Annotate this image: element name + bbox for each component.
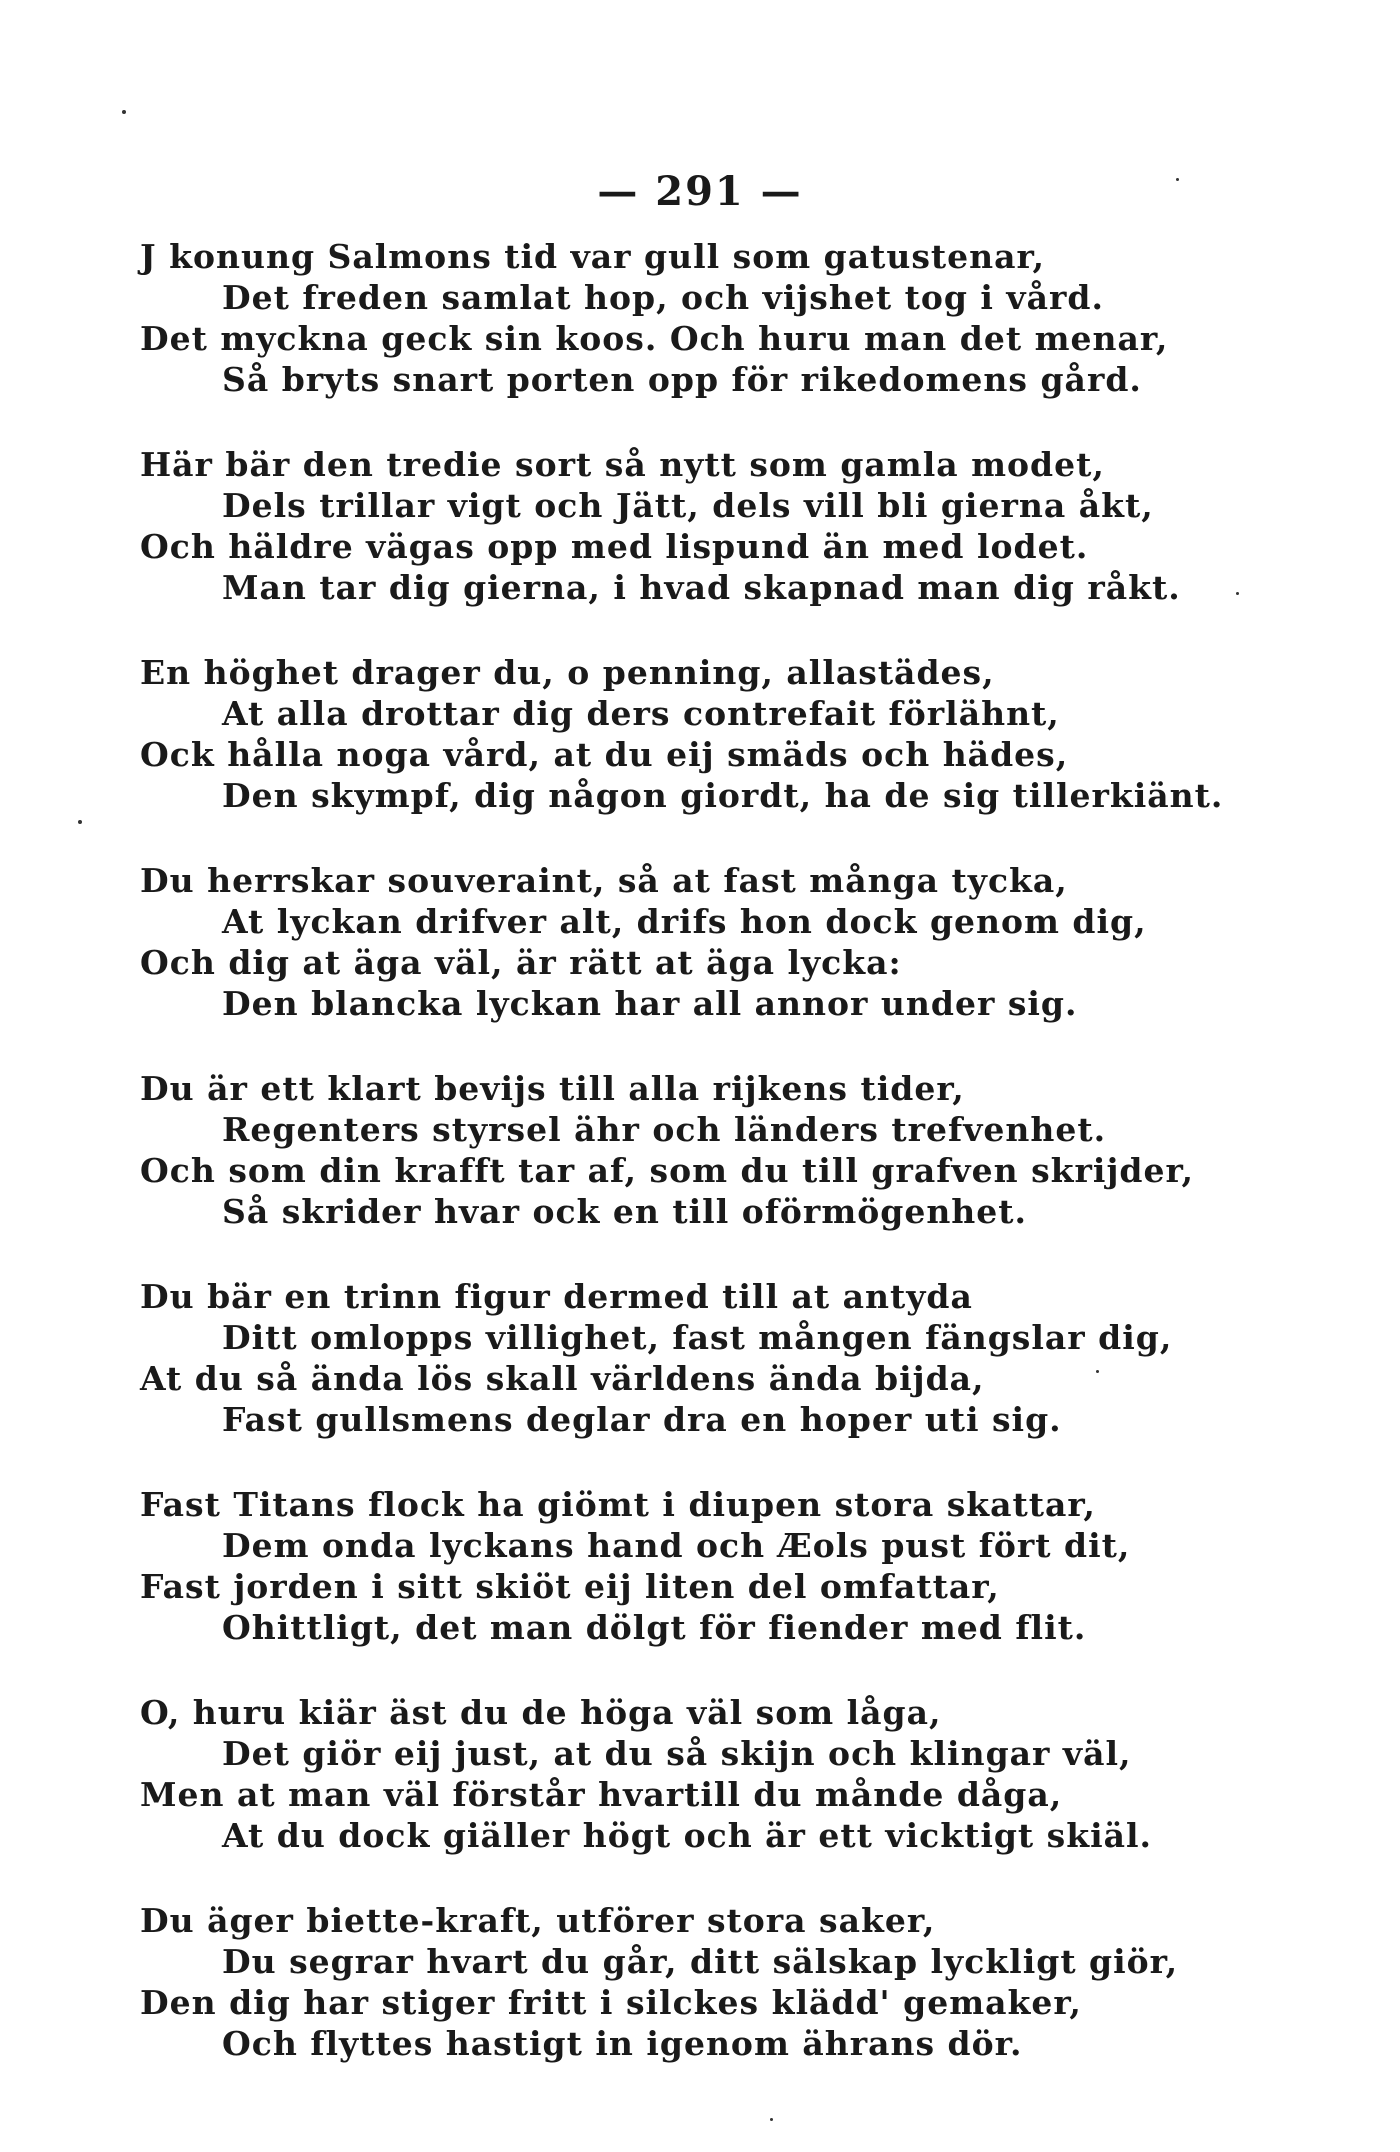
verse-line: Du segrar hvart du går, ditt sälskap lyckligt giör,: [222, 1942, 1179, 1981]
verse-line: Det giör eij just, at du så skijn och klingar väl,: [222, 1734, 1132, 1773]
scan-speck: [1176, 178, 1179, 181]
verse-line: Det myckna geck sin koos. Och huru man det menar,: [140, 319, 1169, 358]
scan-speck: [1236, 592, 1239, 595]
verse-line: Du äger biette-kraft, utförer stora saker,: [140, 1901, 936, 1940]
verse-line: Så skrider hvar ock en till oförmögenhet.: [222, 1192, 1028, 1231]
stanza: [140, 1068, 1300, 1232]
verse-line: Och dig at äga väl, är rätt at äga lycka:: [140, 943, 902, 982]
poem: [140, 236, 1300, 2108]
verse-line: Dels trillar vigt och Jätt, dels vill bli gierna åkt,: [222, 486, 1154, 525]
verse-line: Den blancka lyckan har all annor under sig.: [222, 984, 1078, 1023]
stanza: [140, 1692, 1300, 1856]
verse-line: At alla drottar dig ders contrefait förlähnt,: [222, 694, 1060, 733]
verse-line: Du herrskar souveraint, så at fast många tycka,: [140, 861, 1068, 900]
verse-line: Fast Titans flock ha giömt i diupen stora skattar,: [140, 1485, 1096, 1524]
stanza: [140, 1900, 1300, 2064]
scan-speck: [1096, 1370, 1099, 1373]
stanza: [140, 444, 1300, 608]
stanza: [140, 1276, 1300, 1440]
verse-line: Fast jorden i sitt skiöt eij liten del omfattar,: [140, 1567, 1000, 1606]
page-number: — 291 —: [597, 168, 803, 215]
scan-speck: [78, 820, 82, 824]
verse-line: Man tar dig gierna, i hvad skapnad man dig råkt.: [222, 568, 1181, 607]
verse-line: Fast gullsmens deglar dra en hoper uti sig.: [222, 1400, 1062, 1439]
verse-line: Dem onda lyckans hand och Æols pust fört dit,: [222, 1526, 1131, 1565]
verse-line: Du bär en trinn figur dermed till at antyda: [140, 1277, 973, 1316]
stanza: [140, 652, 1300, 816]
verse-line: Och flyttes hastigt in igenom ährans dör.: [222, 2024, 1023, 2063]
verse-line: Ock hålla noga vård, at du eij smäds och hädes,: [140, 735, 1069, 774]
verse-line: Här bär den tredie sort så nytt som gamla modet,: [140, 445, 1105, 484]
scan-speck: [770, 2118, 773, 2121]
verse-line: At du så ända lös skall världens ända bijda,: [140, 1359, 985, 1398]
verse-line: Och som din krafft tar af, som du till grafven skrijder,: [140, 1151, 1194, 1190]
stanza: [140, 860, 1300, 1024]
verse-line: En höghet drager du, o penning, allastädes,: [140, 653, 995, 692]
verse-line: At du dock giäller högt och är ett vicktigt skiäl.: [222, 1816, 1153, 1855]
verse-line: Ohittligt, det man dölgt för fiender med flit.: [222, 1608, 1087, 1647]
verse-line: Men at man väl förstår hvartill du månde dåga,: [140, 1775, 1063, 1814]
verse-line: J konung Salmons tid var gull som gatustenar,: [140, 237, 1046, 276]
verse-line: Det freden samlat hop, och vijshet tog i vård.: [222, 278, 1104, 317]
verse-line: Och häldre vägas opp med lispund än med lodet.: [140, 527, 1089, 566]
verse-line: Den dig har stiger fritt i silckes klädd' gemaker,: [140, 1983, 1082, 2022]
verse-line: Regenters styrsel ähr och länders trefvenhet.: [222, 1110, 1107, 1149]
scan-speck: [122, 110, 126, 114]
verse-line: At lyckan drifver alt, drifs hon dock genom dig,: [222, 902, 1147, 941]
verse-line: Du är ett klart bevijs till alla rijkens tider,: [140, 1069, 965, 1108]
verse-line: O, huru kiär äst du de höga väl som låga,: [140, 1693, 942, 1732]
stanza: [140, 236, 1300, 400]
verse-line: Ditt omlopps villighet, fast mången fängslar dig,: [222, 1318, 1173, 1357]
stanza: [140, 1484, 1300, 1648]
verse-line: Så bryts snart porten opp för rikedomens gård.: [222, 360, 1142, 399]
verse-line: Den skympf, dig någon giordt, ha de sig tillerkiänt.: [222, 776, 1224, 815]
